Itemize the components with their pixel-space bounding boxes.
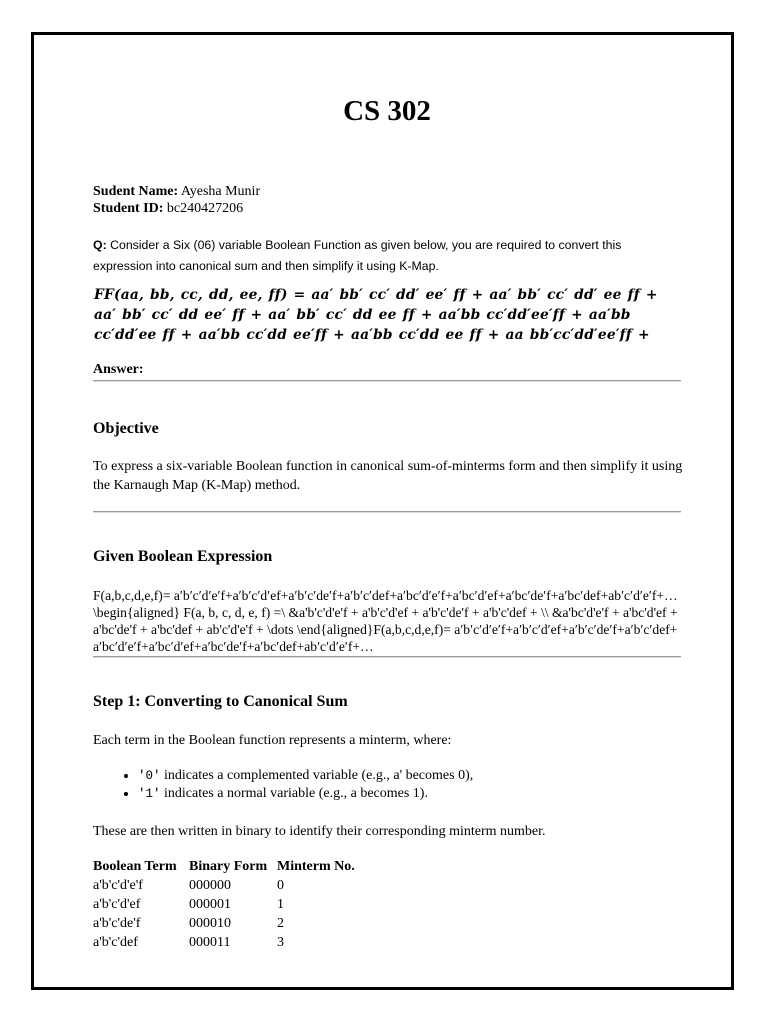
table-cell: a'b'c'd'ef [93,896,141,912]
table-row [91,914,357,933]
step1-after: These are then written in binary to identify their corresponding minterm number. [93,824,546,839]
bullet-code: '1' [138,787,161,801]
boolean-expression: FF(aa, bb, cc, dd, ee, ff) = aa′ bb′ cc′ dd′ ee′ ff + aa′ bb′ cc′ dd′ ee ff + aa′ bb′ cc′ dd ee′ ff + aa′ bb′ cc′ dd ee ff + aa′bb cc′dd′ee′ff + aa′bb cc′dd′ee ff + aa′bb cc′dd ee′ff + aa′bb cc′dd ee ff + aa bb′cc′dd′ee′ff + [94,287,658,343]
bullet-text: indicates a complemented variable (e.g., a' becomes 0), [160,768,474,783]
student-name-label: Sudent Name: [93,184,179,199]
student-id-line [93,200,260,217]
step1-intro: Each term in the Boolean function represents a minterm, where: [93,733,452,748]
table-cell: a'b'c'def [93,934,138,950]
list-item [138,785,473,803]
objective-heading: Objective [93,420,159,437]
column-header: Minterm No. [277,858,355,874]
student-name-line [93,183,260,200]
bullet-code: '0' [138,769,161,783]
question [93,235,681,277]
table-cell: 000011 [189,934,231,950]
bullet-text: indicates a normal variable (e.g., a becomes 1). [160,786,428,801]
document-page [31,32,734,990]
list-item [138,767,473,785]
table-cell: 2 [277,915,284,931]
divider [93,380,681,382]
answer-label: Answer: [93,362,144,377]
question-text: Consider a Six (06) variable Boolean Function as given below, you are required to convert this expression into canonical sum and then simplify it using K-Map. [93,238,622,273]
student-id: bc240427206 [166,201,244,216]
minterm-table [91,857,357,952]
given-heading: Given Boolean Expression [93,548,273,565]
table-row [91,895,357,914]
given-expression-text: F(a,b,c,d,e,f)= a′b′c′d′e′f+a′b′c′d′ef+a′b′c′de′f+a′b′c′def+a′bc′d′e′f+a′bc′d′ef+a′bc′de′f+a′bc′def+ab′c′d′e′f+…\begin{aligned} F(a, b, c, d, e, f) =\ &a'b'c'd'e'f + a'b'c'd'ef + a'b'c'de'f + a'b'c'def + \\ &a'bc'd'e'f + a'bc'd'ef + a'bc'de'f + a'bc'def + ab'c'd'e'f + \dots \end{aligned}F(a,b,c,d,e,f)= a′b′c′d′e′f+a′b′c′d′ef+a′b′c′de′f+a′b′c′def+a′bc′d′e′f+a′bc′d′ef+a′bc′de′f+a′bc′def+ab′c′d′e′f+… [93,588,678,654]
table-cell: 3 [277,934,284,950]
table-row [91,876,357,895]
minterm-rules-list [93,767,473,803]
table-row [91,933,357,952]
student-info [93,183,260,217]
table-cell: 1 [277,896,284,912]
step1-heading: Step 1: Converting to Canonical Sum [93,693,348,710]
question-label: Q: [93,238,107,252]
table-cell: 000000 [189,877,231,893]
column-header: Binary Form [189,858,268,874]
divider [93,656,681,658]
table-header-row [91,857,357,876]
student-id-label: Student ID: [93,201,164,216]
student-name: Ayesha Munir [180,184,261,199]
page-title: CS 302 [343,95,431,127]
table-cell: a'b'c'd'e'f [93,877,143,893]
divider [93,511,681,513]
table-cell: a'b'c'de'f [93,915,141,931]
column-header: Boolean Term [93,858,177,874]
table-cell: 0 [277,877,284,893]
table-cell: 000001 [189,896,231,912]
table-cell: 000010 [189,915,231,931]
objective-text: To express a six-variable Boolean function in canonical sum-of-minterms form and then simplify it using the Karnaugh Map (K-Map) method. [93,459,683,493]
